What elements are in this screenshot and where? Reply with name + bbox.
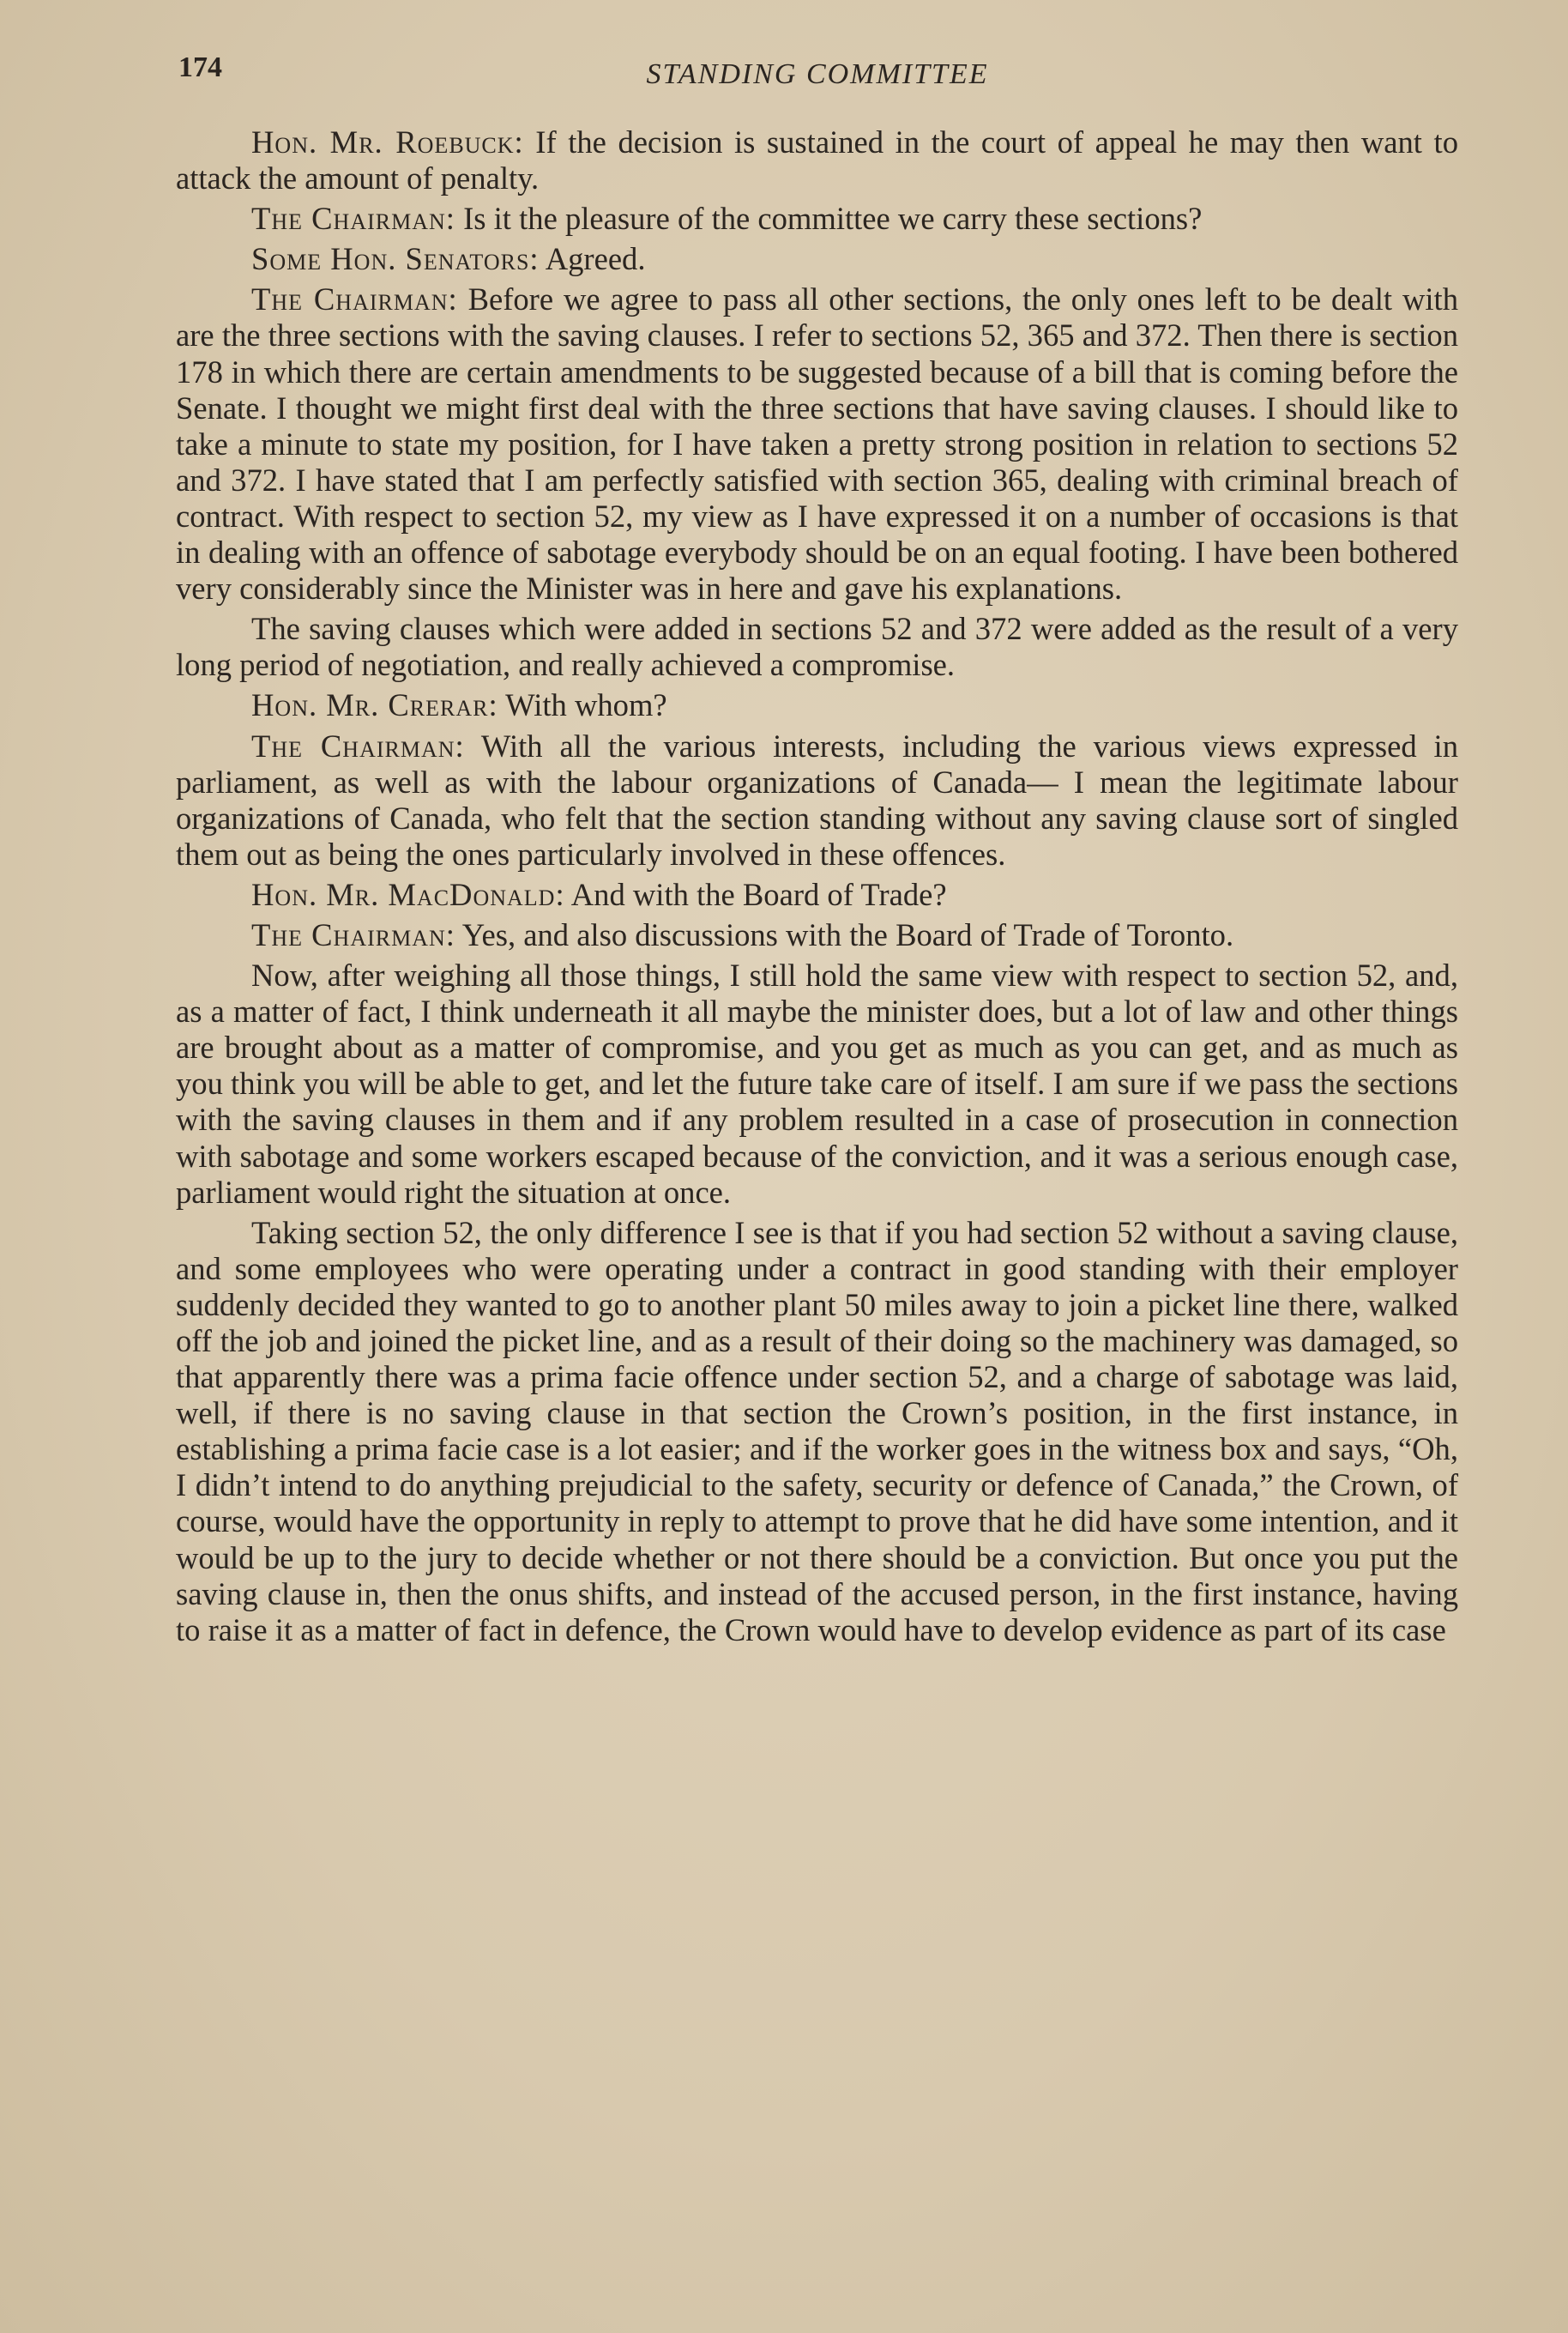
speaker-name: Hon. Mr. Crerar:: [251, 687, 498, 723]
paragraph-text: Taking section 52, the only difference I see is that if you had section 52 without a saving clause, and some employees who were operating under a contract in good standing with their employer suddenly decided they wanted to go to another plant 50 miles away to join a picket line there, walked off the job and joined the picket line, and as a result of their doing so the machinery was damaged, so that apparently there was a prima facie offence under section 52, and a charge of sabotage was laid, well, if there is no saving clause in that section the Crown’s position, in the first instance, in establishing a prima facie case is a lot easier; and if the worker goes in the witness box and says, “Oh, I didn’t intend to do anything prejudicial to the safety, security or defence of Canada,” the Crown, of course, would have the opportunity in reply to attempt to prove that he did have some intention, and it would be up to the jury to decide whether or not there should be a conviction. But once you put the saving clause in, then the onus shifts, and instead of the accused person, in the first instance, having to raise it as a matter of fact in defence, the Crown would have to develop evidence as part of its case: [176, 1214, 1458, 1647]
paragraph-text: Before we agree to pass all other sections, the only ones left to be dealt with are the three sections with the saving clauses. I refer to sections 52, 365 and 372. Then there is section 178 in which there are certain amendments to be suggested because of a bill that is coming before the Senate. I thought we might first deal with the three sections that have saving clauses. I should like to take a minute to state my position, for I have taken a pretty strong position in relation to sections 52 and 372. I have stated that I am perfectly satisfied with section 365, dealing with criminal breach of contract. With respect to section 52, my view as I have expressed it on a number of occasions is that in dealing with an offence of sabotage everybody should be on an equal footing. I have been bothered very considerably since the Minister was in here and gave his explanations.: [176, 281, 1459, 607]
body-text: [176, 124, 1458, 1653]
paragraph: [176, 201, 1458, 237]
speaker-name: Hon. Mr. Roebuck:: [251, 124, 524, 160]
page-number: 174: [178, 51, 222, 83]
speaker-name: The Chairman:: [251, 201, 455, 237]
speaker-name: Some Hon. Senators:: [251, 241, 540, 277]
paragraph: [176, 877, 1458, 913]
paragraph-text: With whom?: [498, 687, 667, 723]
page-header: [178, 51, 1456, 103]
paragraph: [176, 958, 1458, 1211]
paragraph: [176, 687, 1458, 723]
speaker-name: The Chairman:: [251, 916, 455, 952]
running-head: STANDING COMMITTEE: [646, 58, 989, 90]
paragraph: [176, 917, 1458, 953]
paragraph: [176, 1215, 1458, 1648]
paragraph: [176, 241, 1458, 277]
paragraph: [176, 124, 1458, 196]
paragraph: [176, 611, 1458, 683]
paragraph: [176, 728, 1458, 873]
paragraph-text: If the decision is sustained in the court of appeal he may then want to attack the amount of penalty.: [176, 124, 1458, 196]
speaker-name: The Chairman:: [251, 728, 465, 764]
paragraph-text: Agreed.: [539, 241, 646, 277]
paragraph-text: The saving clauses which were added in sections 52 and 372 were added as the result of a very long period of negotiation, and really achieved a compromise.: [176, 611, 1458, 683]
paragraph: [176, 281, 1458, 607]
paragraph-text: With all the various interests, including the various views expressed in parliament, as well as with the labour organizations of Canada— I mean the legitimate labour organizations of Canada, who felt that the section standing without any saving clause sort of singled them out as being the ones particularly involved in these offences.: [176, 728, 1458, 872]
paragraph-text: Now, after weighing all those things, I still hold the same view with respect to section 52, and, as a matter of fact, I think underneath it all maybe the minister does, but a lot of law and other things are brought about as a matter of compromise, and you get as much as you can get, and as much as you think you will be able to get, and let the future take care of itself. I am sure if we pass the sections with the saving clauses in them and if any problem resulted in a case of prosecution in connection with sabotage and some workers escaped because of the conviction, and it was a serious enough case, parliament would right the situation at once.: [176, 958, 1458, 1210]
speaker-name: Hon. Mr. MacDonald:: [251, 876, 565, 912]
paragraph-text: And with the Board of Trade?: [564, 876, 947, 912]
paragraph-text: Yes, and also discussions with the Board of Trade of Toronto.: [455, 916, 1234, 952]
paragraph-text: Is it the pleasure of the committee we carry these sections?: [455, 201, 1203, 237]
speaker-name: The Chairman:: [251, 281, 458, 317]
